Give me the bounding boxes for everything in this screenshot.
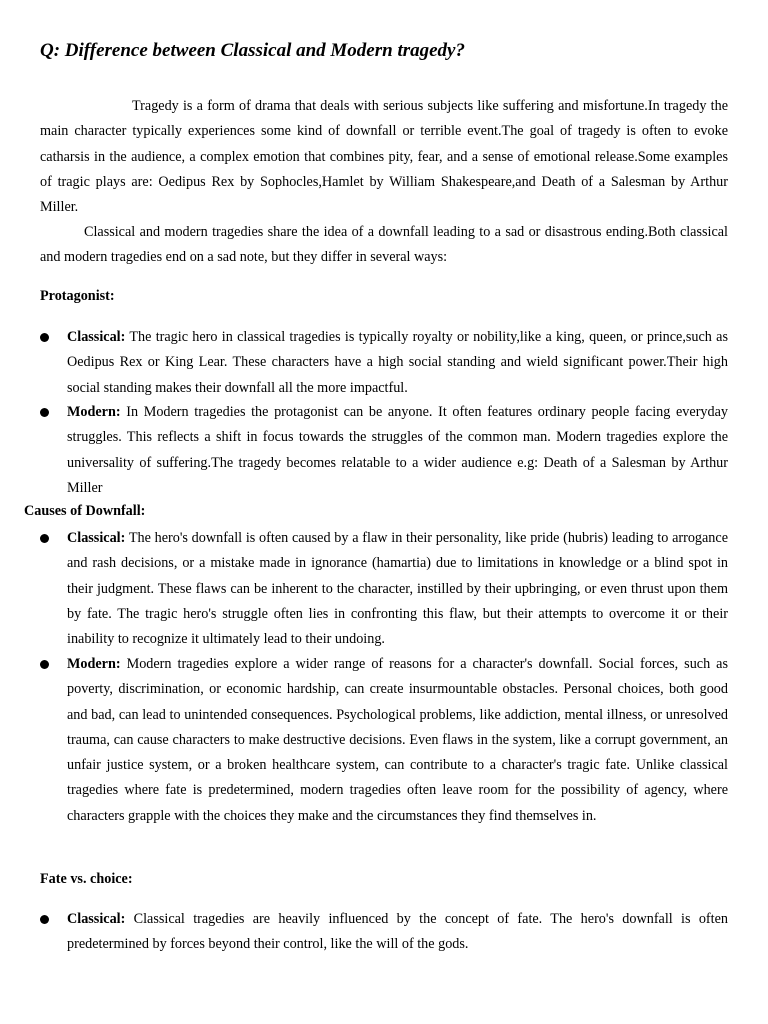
list-item-causes-classical: [67, 526, 728, 652]
bullet-icon: [40, 660, 49, 669]
bullet-icon: [40, 915, 49, 924]
page-title: Q: Difference between Classical and Modern tragedy?: [40, 40, 465, 61]
item-label: Classical:: [67, 911, 126, 927]
item-label: Classical:: [67, 530, 126, 546]
bullet-icon: [40, 408, 49, 417]
intro-paragraph-2: Classical and modern tragedies share the idea of a downfall leading to a sad or disastrous ending.Both classical and modern tragedies end on a sad note, but they differ in several ways:: [40, 224, 728, 266]
item-text: The hero's downfall is often caused by a flaw in their personality, like pride (hubris) leading to arrogance and rash decisions, or a mistake made in ignorance (hamartia) due to limitations in knowledge or a blind spot in their judgment. These flaws can be inherent to the character, instilled by their upbringing, or even thrust upon them by fate. The tragic hero's struggle often lies in confronting this flaw, but their attempts to overcome it or their inability to recognize it ultimately lead to their undoing.: [67, 530, 728, 648]
section-heading-causes: Causes of Downfall:: [24, 503, 146, 519]
list-item-causes-modern: [67, 652, 728, 829]
section-heading-protagonist: Protagonist:: [40, 288, 115, 304]
item-text: The tragic hero in classical tragedies is typically royalty or nobility,like a king, queen, or prince,such as Oedipus Rex or King Lear. These characters have a high social standing and wield significant power.Their high social standing makes their downfall all the more impactful.: [67, 329, 728, 396]
intro-paragraph-1: Tragedy is a form of drama that deals with serious subjects like suffering and misfortune.In tragedy the main character typically experiences some kind of downfall or terrible event.The goal of tragedy is often to evoke catharsis in the audience, a complex emotion that combines pity, fear, and a sense of emotional release.Some examples of tragic plays are: Oedipus Rex by Sophocles,Hamlet by William Shakespeare,and Death of a Salesman by Arthur Miller.: [40, 98, 728, 216]
item-text: Classical tragedies are heavily influenced by the concept of fate. The hero's downfall is often predetermined by forces beyond their control, like the will of the gods.: [67, 911, 728, 953]
list-item-fate-classical: [67, 907, 728, 958]
item-label: Classical:: [67, 329, 126, 345]
item-text: Modern tragedies explore a wider range of reasons for a character's downfall. Social forces, such as poverty, discrimination, or economic hardship, can create insurmountable obstacles. Personal choices, both good and bad, can lead to unintended consequences. Psychological problems, like addiction, mental illness, or unresolved trauma, can cause characters to make destructive decisions. Even flaws in the system, like a corrupt government, an unfair justice system, or a broken healthcare system, can contribute to a character's tragic fate. Unlike classical tragedies where fate is predetermined, modern tragedies often leave room for the possibility of agency, where characters grapple with the choices they make and the circumstances they find themselves in.: [67, 656, 728, 824]
bullet-icon: [40, 333, 49, 342]
item-text: In Modern tragedies the protagonist can be anyone. It often features ordinary people facing everyday struggles. This reflects a shift in focus towards the struggles of the common man. Modern tragedies explore the universality of suffering.The tragedy becomes relatable to a wider audience e.g: Death of a Salesman by Arthur Miller: [67, 404, 728, 496]
bullet-icon: [40, 534, 49, 543]
list-item-protagonist-modern: [67, 400, 728, 501]
section-heading-fate: Fate vs. choice:: [40, 871, 133, 887]
item-label: Modern:: [67, 404, 121, 420]
list-item-protagonist-classical: [67, 325, 728, 401]
item-label: Modern:: [67, 656, 121, 672]
